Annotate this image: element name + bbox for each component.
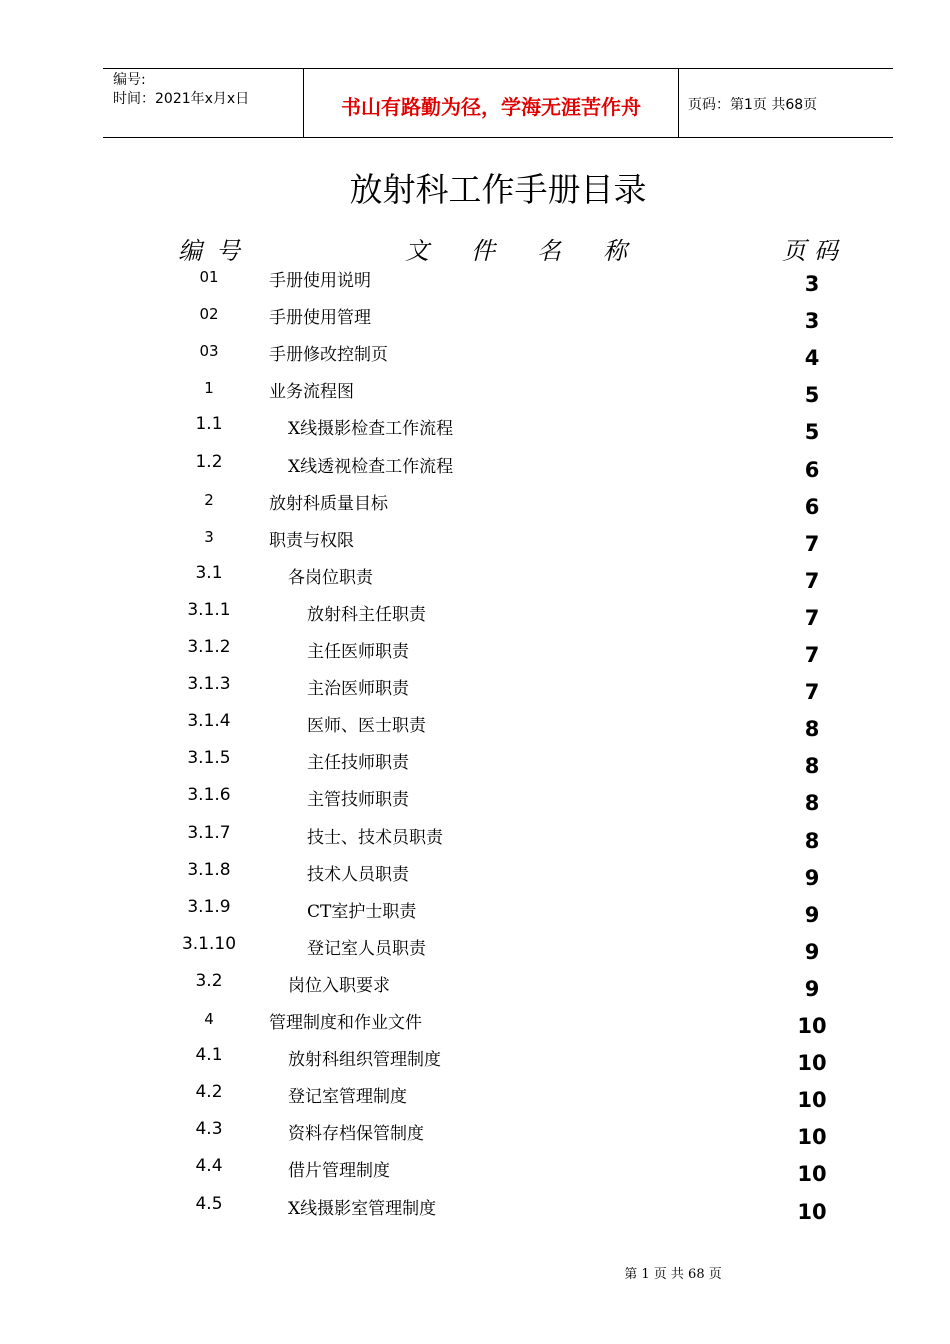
toc-entry-name: 手册使用管理 <box>269 308 371 328</box>
toc-page-number: 7 <box>804 569 820 593</box>
toc-entry-name: 登记室人员职责 <box>307 939 426 959</box>
toc-number: 3.1.6 <box>187 785 231 805</box>
toc-row <box>0 1008 950 1045</box>
toc-row <box>0 526 950 563</box>
header-slogan-cell <box>303 69 679 137</box>
toc-page-number: 8 <box>804 754 820 778</box>
column-header-number: 编号 <box>178 237 254 265</box>
toc-entry-name: 医师、医士职责 <box>307 716 426 736</box>
toc-page-number: 7 <box>804 532 820 556</box>
toc-page-number: 3 <box>804 272 820 296</box>
toc-row <box>0 1082 950 1119</box>
toc-number: 3.1 <box>195 563 223 583</box>
toc-number: 4.5 <box>195 1194 223 1214</box>
toc-row <box>0 1156 950 1193</box>
toc-page-number: 7 <box>804 643 820 667</box>
toc-page-number: 6 <box>804 495 820 519</box>
toc-page-number: 3 <box>804 309 820 333</box>
header-meta-cell <box>103 69 303 137</box>
toc-number: 3.1.3 <box>187 674 231 694</box>
toc-entry-name: X线摄影室管理制度 <box>288 1199 437 1219</box>
toc-row <box>0 674 950 711</box>
toc-row <box>0 600 950 637</box>
toc-number: 4.3 <box>195 1119 223 1139</box>
toc-entry-name: 资料存档保管制度 <box>288 1124 424 1144</box>
toc-entry-name: 放射科主任职责 <box>307 605 426 625</box>
toc-entry-name: 主治医师职责 <box>307 679 409 699</box>
page-footer: 第 1 页 共 68 页 <box>624 1267 722 1282</box>
toc-row <box>0 711 950 748</box>
toc-number: 01 <box>199 268 219 286</box>
toc-page-number: 10 <box>797 1125 827 1149</box>
toc-page-number: 9 <box>804 866 820 890</box>
toc-entry-name: 主管技师职责 <box>307 790 409 810</box>
toc-page-number: 7 <box>804 606 820 630</box>
toc-entry-name: 放射科组织管理制度 <box>288 1050 441 1070</box>
toc-row <box>0 860 950 897</box>
toc-number: 1.2 <box>195 452 223 472</box>
toc-row <box>0 266 950 303</box>
toc-number: 3.1.5 <box>187 748 231 768</box>
toc-row <box>0 563 950 600</box>
toc-row <box>0 971 950 1008</box>
toc-entry-name: 各岗位职责 <box>288 568 373 588</box>
toc-number: 3.1.9 <box>187 897 231 917</box>
column-header-name: 文件名称 <box>405 237 669 265</box>
toc-entry-name: 职责与权限 <box>269 531 354 551</box>
toc-page-number: 8 <box>804 829 820 853</box>
toc-entry-name: 手册修改控制页 <box>269 345 388 365</box>
toc-row <box>0 637 950 674</box>
toc-row <box>0 748 950 785</box>
toc-number: 3 <box>204 528 214 546</box>
toc-entry-name: 手册使用说明 <box>269 271 371 291</box>
toc-row <box>0 1119 950 1156</box>
toc-row <box>0 823 950 860</box>
toc-entry-name: X线摄影检查工作流程 <box>288 419 454 439</box>
time-label: 时间：2021年x月x日 <box>113 91 250 107</box>
toc-entry-name: 业务流程图 <box>269 382 354 402</box>
toc-page-number: 9 <box>804 940 820 964</box>
header-page-cell <box>678 69 893 137</box>
toc-number: 2 <box>204 491 214 509</box>
toc-page-number: 5 <box>804 420 820 444</box>
toc-entry-name: 技术人员职责 <box>307 865 409 885</box>
toc-page-number: 10 <box>797 1200 827 1224</box>
toc-number: 3.1.1 <box>187 600 231 620</box>
toc-number: 3.1.4 <box>187 711 231 731</box>
column-header-page: 页码 <box>782 237 846 265</box>
toc-row <box>0 1194 950 1231</box>
toc-row <box>0 414 950 451</box>
toc-page-number: 9 <box>804 903 820 927</box>
toc-row <box>0 340 950 377</box>
toc-row <box>0 377 950 414</box>
toc-number: 1.1 <box>195 414 223 434</box>
toc-number: 3.1.2 <box>187 637 231 657</box>
toc-row <box>0 897 950 934</box>
toc-page-number: 10 <box>797 1162 827 1186</box>
header-table <box>103 68 893 138</box>
toc-entry-name: 主任医师职责 <box>307 642 409 662</box>
toc-entry-name: X线透视检查工作流程 <box>288 457 454 477</box>
toc-page-number: 8 <box>804 791 820 815</box>
toc-entry-name: 登记室管理制度 <box>288 1087 407 1107</box>
page-info: 页码：第1页 共68页 <box>688 97 818 113</box>
toc-page-number: 5 <box>804 383 820 407</box>
toc-entry-name: 主任技师职责 <box>307 753 409 773</box>
toc-number: 4.4 <box>195 1156 223 1176</box>
toc-page-number: 9 <box>804 977 820 1001</box>
toc-entry-name: 放射科质量目标 <box>269 494 388 514</box>
toc-number: 03 <box>199 342 219 360</box>
toc-entry-name: CT室护士职责 <box>307 902 417 922</box>
toc-entry-name: 借片管理制度 <box>288 1161 390 1181</box>
toc-page-number: 10 <box>797 1088 827 1112</box>
toc-page-number: 10 <box>797 1014 827 1038</box>
toc-entry-name: 技士、技术员职责 <box>307 828 443 848</box>
toc-page-number: 7 <box>804 680 820 704</box>
toc-number: 4.1 <box>195 1045 223 1065</box>
toc-row <box>0 934 950 971</box>
code-label: 编号: <box>113 72 146 88</box>
toc-page-number: 10 <box>797 1051 827 1075</box>
document-title: 放射科工作手册目录 <box>349 170 647 209</box>
toc-entry-name: 岗位入职要求 <box>288 976 390 996</box>
toc-entry-name: 管理制度和作业文件 <box>269 1013 422 1033</box>
toc-number: 3.1.10 <box>181 934 237 954</box>
toc-row <box>0 1045 950 1082</box>
toc-number: 3.2 <box>195 971 223 991</box>
toc-number: 4.2 <box>195 1082 223 1102</box>
toc-row <box>0 303 950 340</box>
toc-number: 3.1.8 <box>187 860 231 880</box>
toc-number: 1 <box>204 379 214 397</box>
toc-row <box>0 452 950 489</box>
slogan: 书山有路勤为径，学海无涯苦作舟 <box>341 95 641 119</box>
toc-page-number: 8 <box>804 717 820 741</box>
toc-row <box>0 489 950 526</box>
toc-page-number: 6 <box>804 458 820 482</box>
toc-number: 4 <box>204 1010 214 1028</box>
toc-row <box>0 785 950 822</box>
toc-page-number: 4 <box>804 346 820 370</box>
toc-number: 02 <box>199 305 219 323</box>
toc-number: 3.1.7 <box>187 823 231 843</box>
